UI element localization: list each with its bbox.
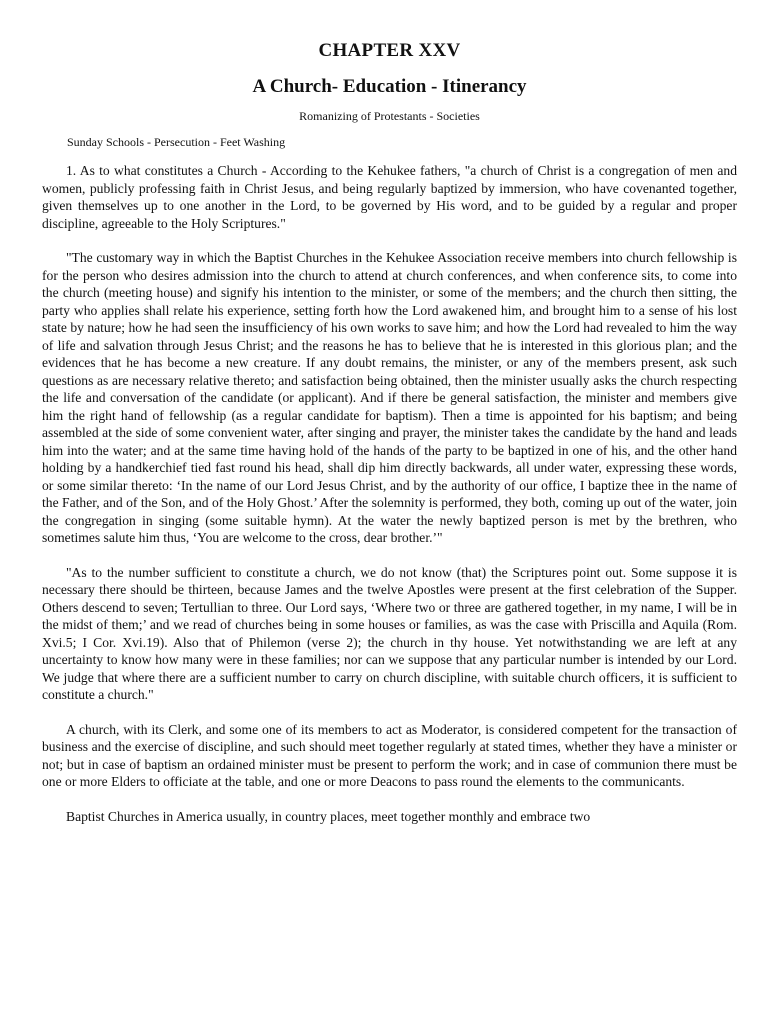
paragraph-meetings: Baptist Churches in America usually, in country places, meet together monthly and embrace two	[66, 808, 591, 824]
topics-line-1: Romanizing of Protestants - Societies	[299, 109, 480, 123]
topics-line-2: Sunday Schools - Persecution - Feet Washing	[67, 135, 286, 149]
chapter-subtitle: A Church- Education - Itinerancy	[252, 76, 527, 97]
paragraph-admission: "The customary way in which the Baptist Churches in the Kehukee Association receive members into church fellowship is for the person who desires admission into the church to attend at church conferences, and when conference sits, to come into the church (meeting house) and signify his intention to the minister, or some of the members; and the church then sitting, the party who applies shall relate his experience, setting forth how the Lord awakened him, and brought him to a sense of his lost state by nature; how he had seen the insufficiency of his own works to save him; and how the Lord had revealed to him the way of life and salvation through Jesus Christ; and the reasons he has to believe that he is interested in this glorious plan; and the evidences that he has become a new creature. If any doubt remains, the minister, or any of the members present, ask such questions as are necessary relative thereto; and satisfaction being obtained, then the minister usually asks the church respecting the life and conversation of the candidate (or applicant). And if there be general satisfaction, the minister and members give him the right hand of fellowship (as a regular candidate for baptism). Then a time is appointed for his baptism; and being assembled at the side of some convenient water, after singing and prayer, the minister takes the candidate by the hand and leads him into the water; and at the same time having hold of the hands of the party to be baptized in one of his, and the other hand holding by a handkerchief tied fast round his head, shall dip him directly backwards, all under water, expressing these words, or some similar thereto: ‘In the name of our Lord Jesus Christ, and by the authority of our office, I baptize thee in the name of the Father, and of the Son, and of the Holy Ghost.’ After the solemnity is performed, they both, coming up out of the water, join the congregation in singing (some suitable hymn). At the water the newly baptized person is met by the brethren, who sometimes salute him thus, ‘You are welcome to the cross, dear brother.’"	[42, 250, 737, 545]
paragraph-officers: A church, with its Clerk, and some one of its members to act as Moderator, is considered competent for the transaction of business and the exercise of discipline, and such should meet together regularly at stated times, whether they have a minister or not; but in case of baptism an ordained minister must be present to perform the work; and in case of communion there must be one or more Elders to officiate at the table, and one or more Deacons to pass round the elements to the communicants.	[42, 721, 737, 789]
paragraph-number: "As to the number sufficient to constitute a church, we do not know (that) the Scriptures point out. Some suppose it is necessary there should be thirteen, because James and the twelve Apostles were present at the first celebration of the Supper. Others descend to seven; Tertullian to three. Our Lord says, ‘Where two or three are gathered together, in my name, I will be in the midst of them;’ and we read of churches being in some houses or families, as was the case with Priscilla and Aquila (Rom. Xvi.5; I Cor. Xvi.19). Also that of Philemon (verse 2); the church in thy house. Yet notwithstanding we are left at any uncertainty to know how many were in these families; nor can we suppose that any particular number is intended by our Lord. We judge that where there are a sufficient number to carry on church discipline, with suitable church officers, it is sufficient to constitute a church."	[42, 564, 737, 702]
paragraph-definition: 1. As to what constitutes a Church - According to the Kehukee fathers, "a church of Christ is a congregation of men and women, publicly professing faith in Christ Jesus, and being regularly baptized by immersion, who have covenanted together, given themselves up to one another in the Lord, to be governed by His word, and to be guided by a regular and proper discipline, agreeable to the Holy Scriptures."	[42, 163, 737, 231]
chapter-title: CHAPTER XXV	[318, 40, 461, 61]
document-page	[42, 40, 737, 842]
